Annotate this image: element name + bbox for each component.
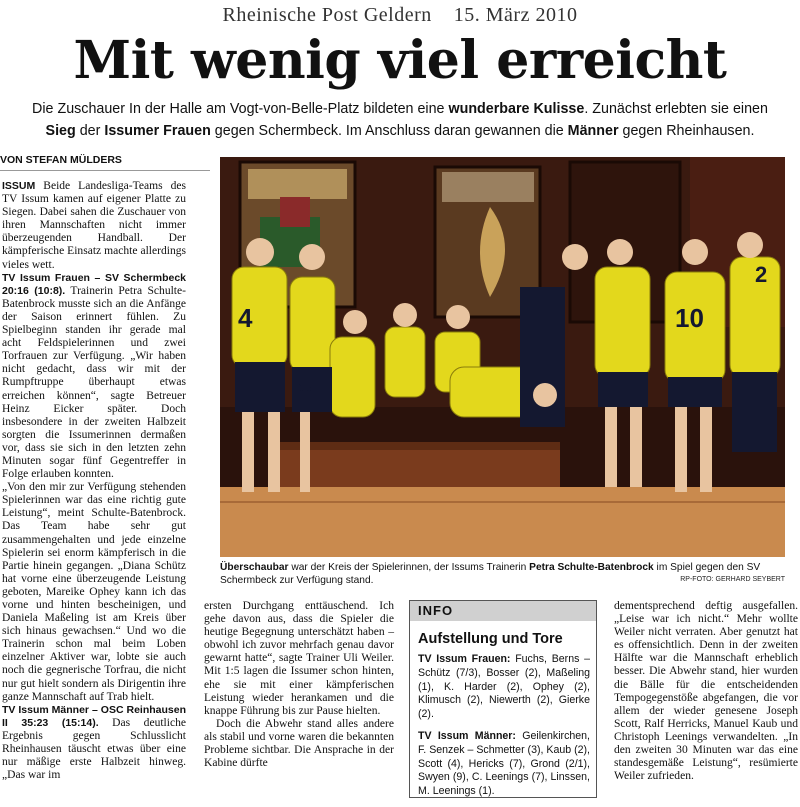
team-lineup: Geilenkirchen, F. Senzek – Schmetter (3), Kaub (2), Scott (4), Hericks (7), Grond (2/1), Swyen (9), C. Leenings (7), Linssen, M. Leenings (1). — [418, 729, 590, 798]
issue-date: 15. März 2010 — [453, 4, 578, 26]
paragraph-text: Trainerin Petra Schulte-Batenbrock musste sich an die Anfänge der Saison erinnert fühlen. Zu Spielbeginn standen ihr gerade mal acht Feldspielerinnen und zwei Torfrauen zur Verfügung. „Wir haben nicht gedacht, dass wir mit der Rumpftruppe überhaupt etwas erreichen können“, sagte Betreuer Heinz Eicker später. Doch insbesondere in der zweiten Halbzeit sorgten die Issumerinnen dermaßen vor, dass sie sich in den letzten zehn Minuten sogar fünf Gegentreffer in Folge erlauben konnten. — [2, 284, 186, 481]
newspaper-name: Rheinische Post Geldern — [222, 4, 432, 26]
article-column-2 — [204, 600, 394, 770]
deck-text: gegen Schermbeck. Im Anschluss daran gewannen die — [210, 123, 568, 139]
paragraph — [2, 704, 186, 783]
team-label: TV Issum Männer: — [418, 729, 516, 742]
paragraph: dementsprechend deftig ausgefallen. „Leise war ich nicht.“ Mehr wollte Weiler nicht verraten. Aber genutzt hat es offensichtlich. Denn in der zweiten Hälfte war die Mannschaft erheblich besser. Die Abwehr stand, hier wurden die Bälle für die entscheidenden Tempogegenstöße abgefangen, die vor allem der wieder genesene Joseph Scott, Ralf Herricks, Manuel Kaub und Christoph Leenings verwandelten. „In den zweiten 30 Minuten war das eine standesgemäße Leistung“, resümierte Weiler zufrieden. — [614, 600, 798, 783]
byline-divider — [0, 170, 210, 171]
photo-credit: RP-FOTO: GERHARD SEYBERT — [680, 576, 785, 583]
photo-caption — [220, 561, 785, 587]
info-heading: Aufstellung und Tore — [418, 631, 563, 647]
deck-highlight: Sieg — [45, 123, 76, 139]
deck-text: gegen Rheinhausen. — [618, 123, 755, 139]
jersey-number: 4 — [238, 303, 253, 333]
paragraph-text: Das deutliche Ergebnis gegen Schlusslicht Rheinhausen täuscht etwas über eine nur mäßige erste Halbzeit hinweg. „Das war im — [2, 716, 186, 782]
jersey-number: 2 — [755, 262, 768, 287]
info-tab: INFO — [410, 601, 596, 621]
byline: VON STEFAN MÜLDERS — [0, 154, 122, 166]
photo-illustration — [220, 157, 785, 557]
match-subheading: TV Issum Männer – OSC Reinhausen II 35:23 (15:14). — [2, 703, 186, 729]
lineups — [418, 653, 590, 807]
deck-text: . Zunächst erlebten sie einen — [584, 101, 768, 117]
article-column-1 — [2, 180, 186, 782]
info-box — [409, 600, 597, 798]
match-subheading: TV Issum Frauen – SV Schermbeck 20:16 (10:8). — [2, 271, 186, 297]
paragraph: Doch die Abwehr stand alles andere als stabil und vorne waren die bekannten Probleme sichtbar. Die Ansprache in der Kabine dürfte — [204, 717, 394, 770]
deck-highlight: wunderbare Kulisse — [448, 101, 585, 117]
team-photo — [220, 157, 785, 557]
caption-text: im Spiel gegen den SV Schermbeck zur Verfügung stand. — [220, 562, 761, 586]
lineup-men — [418, 730, 590, 799]
caption-highlight: Überschaubar — [220, 562, 289, 573]
subheadline — [20, 98, 780, 142]
masthead — [0, 4, 800, 27]
paragraph: ersten Durchgang enttäuschend. Ich gehe davon aus, dass die Spieler die heutige Begegnung unterschätzt haben – obwohl ich zuvor mehrfach genau davor gewarnt hatte“, sagte Trainer Uli Weiler. Mit 1:5 lagen die Issumer schon hinten, ehe sie mit einer kämpferischen Leistung wieder herankamen und die knappe Führung bis zur Pause hielten. — [204, 600, 394, 717]
team-lineup: Fuchs, Berns – Schütz (7/3), Bosser (2), Maßeling (1), K. Harder (2), Ophey (2), Klimusch (2), Niewerth (2), Gierke (2). — [418, 653, 591, 721]
paragraph — [2, 180, 186, 272]
caption-highlight: Petra Schulte-Batenbrock — [529, 562, 654, 573]
paragraph-text: Beide Landesliga-Teams des TV Issum kamen auf eigener Platte zu Siegen. Dabei sahen die Zuschauer von ihren Mannschaften nicht immer überzeugenden Handball. Der kämpferische Einsatz machte allerdings vieles wett. — [2, 180, 186, 271]
deck-text: der — [75, 123, 105, 139]
jersey-number: 15 — [298, 381, 312, 395]
paragraph — [2, 272, 186, 482]
dateline: ISSUM — [2, 180, 36, 192]
article-column-4 — [614, 600, 798, 783]
paragraph: „Von den mir zur Verfügung stehenden Spielerinnen war das eine richtig gute Leistung“, meint Schulte-Batenbrock. Das Team habe sehr gut zusammengehalten und jede einzelne Spielerin sei enorm kämpferisch in die Partie hinein gegangen. „Diana Schütz hat vorne eine überzeugende Leistung geboten, Mareike Ophey kann ich das vorne und hinten bescheinigen, und Daniela Maßeling ist am Kreis über sich hinaus gewachsen.“ Und wo die Trainerin schon mal beim Loben einzelner Aktiver war, lobte sie auch noch die gegnerische Torfrau, die nicht nur gut hielt sondern als Dirigentin ihre ganze Mannschaft auf Trab hielt. — [2, 481, 186, 703]
deck-highlight: Männer — [567, 123, 619, 139]
deck-highlight: Issumer Frauen — [104, 123, 211, 139]
lineup-women — [418, 653, 590, 722]
deck-text: Die Zuschauer In der Halle am Vogt-von-Belle-Platz bildeten eine — [32, 101, 449, 117]
caption-text: war der Kreis der Spielerinnen, der Issums Trainerin — [288, 562, 530, 573]
team-label: TV Issum Frauen: — [418, 653, 511, 665]
jersey-number: 10 — [675, 303, 704, 333]
headline: Mit wenig viel erreicht — [73, 30, 727, 91]
